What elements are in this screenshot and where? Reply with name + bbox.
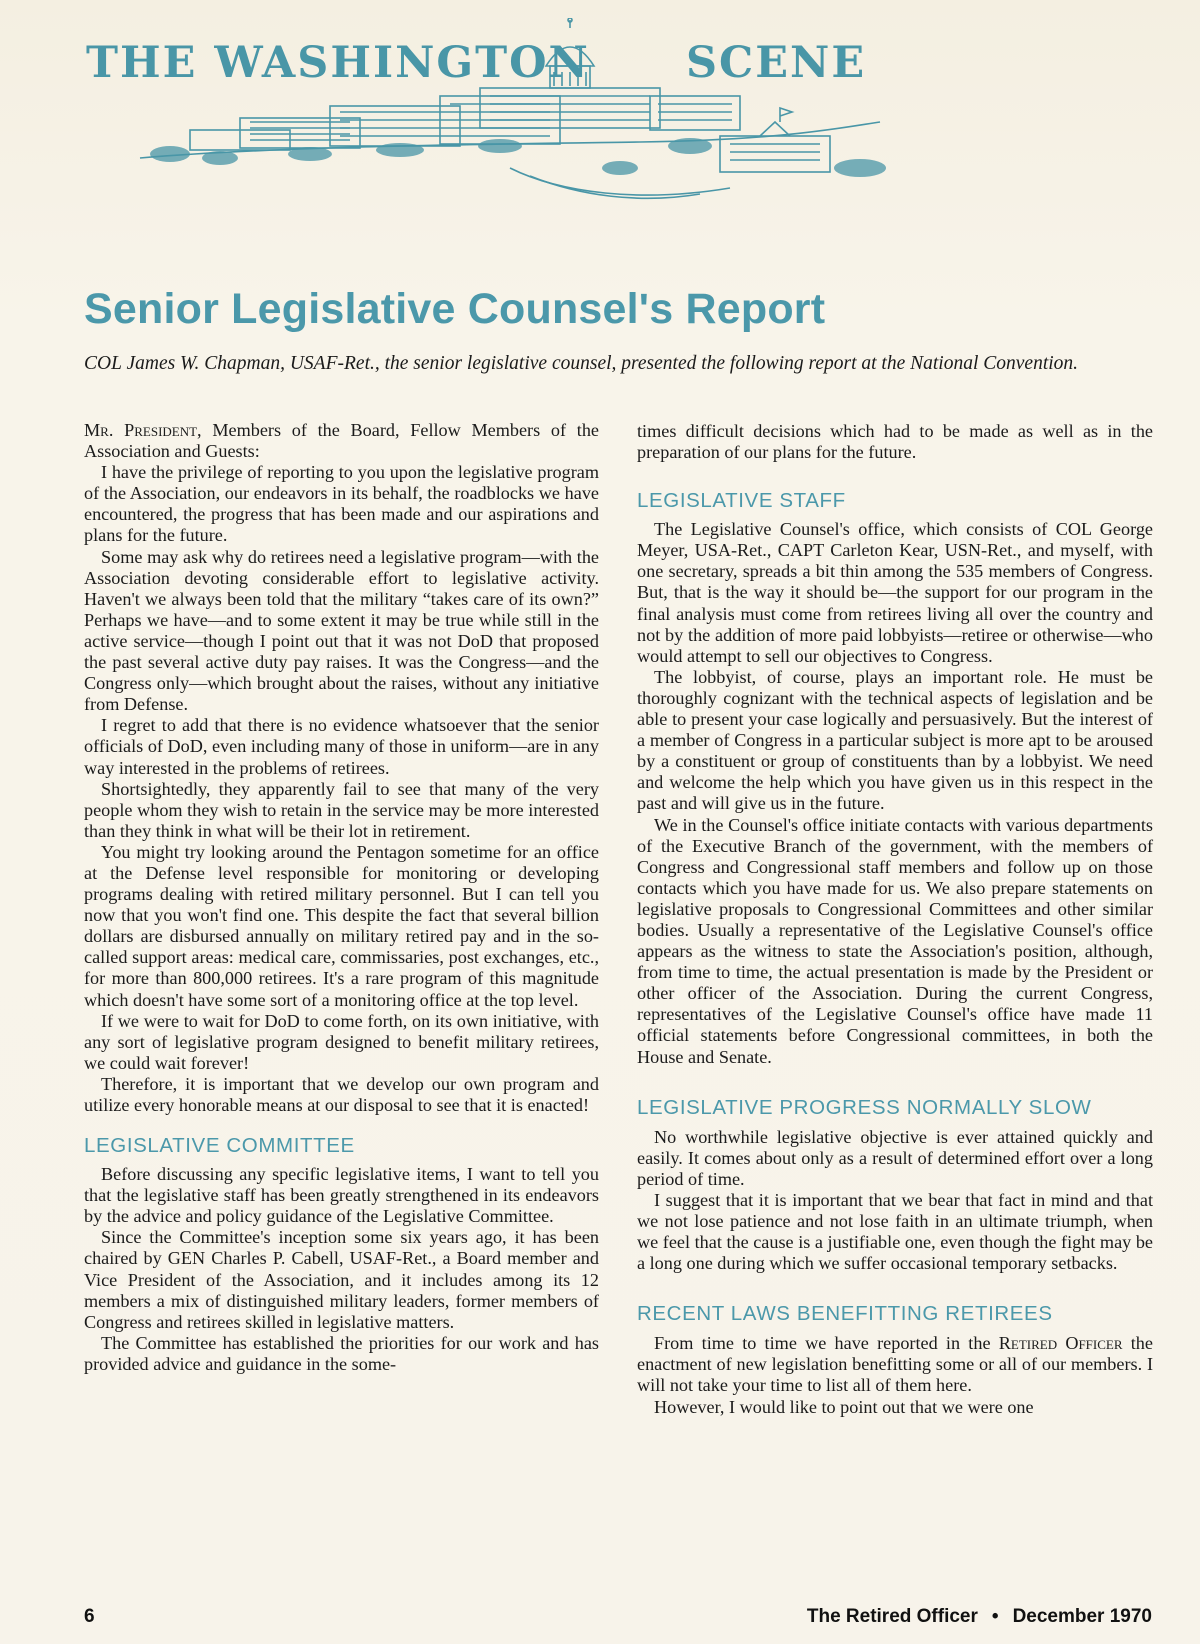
body-paragraph: No worthwhile legislative objective is ever attained quickly and easily. It comes about only as a result of determined effort over a long period of time. bbox=[637, 1126, 1153, 1189]
body-paragraph: Some may ask why do retirees need a legislative program—with the Association devoting considerable effort to legislative activity. Haven't we always been told that the military “takes care of its own?” Perhaps we have—and to some extent it may be true while still in the active service—though I point out that it was not DoD that proposed the past several active duty pay raises. It was the Congress—and the Congress only—which brought about the raises, without any initiative from Defense. bbox=[84, 546, 599, 715]
body-paragraph bbox=[637, 1333, 1153, 1396]
section-heading-laws: RECENT LAWS BENEFITTING RETIREES bbox=[637, 1302, 1053, 1326]
footer-publication-line bbox=[807, 1606, 1152, 1628]
left-column bbox=[84, 420, 599, 1375]
page-number: 6 bbox=[84, 1606, 95, 1627]
body-paragraph: I have the privilege of reporting to you upon the legislative program of the Association, our endeavors in its behalf, the roadblocks we have encountered, the progress that has been made and our aspirations and plans for the future. bbox=[84, 462, 599, 546]
continued-paragraph: times difficult decisions which had to be made as well as in the preparation of our plans for the future. bbox=[637, 421, 1153, 463]
footer-publication: The Retired Officer bbox=[806, 1606, 978, 1627]
body-paragraph: I suggest that it is important that we bear that fact in mind and that we not lose patience and not lose faith in an ultimate triumph, when we feel that the cause is a justifiable one, even though the fight may be a long one during which we suffer occasional temporary setbacks. bbox=[637, 1189, 1153, 1274]
article-intro: COL James W. Chapman, USAF-Ret., the senior legislative counsel, presented the following report at the National Convention. bbox=[84, 353, 1079, 374]
footer-separator: • bbox=[991, 1606, 999, 1627]
body-paragraph: Shortsightedly, they apparently fail to see that many of the very people whom they wish to retain in the service may be more interested than they think in what will be their lot in retirement. bbox=[84, 778, 599, 841]
body-paragraph: The Legislative Counsel's office, which consists of COL George Meyer, USA-Ret., CAPT Carleton Kear, USN-Ret., and myself, with one secretary, spreads a bit thin among the 535 members of Congress. But, that is the way it should be—the support for our program in the final analysis must come from retirees living all over the country and not by the addition of more paid lobbyists—retiree or otherwise—who would attempt to sell our objectives to Congress. bbox=[637, 519, 1153, 666]
section-heading-committee: LEGISLATIVE COMMITTEE bbox=[84, 1134, 355, 1158]
footer-date: December 1970 bbox=[1012, 1606, 1152, 1627]
body-paragraph: We in the Counsel's office initiate contacts with various departments of the Executive Branch of the government, with the members of Congress and Congressional staff members and follow up on those contacts which you have made for us. We also prepare statements on legislative proposals to Congressional Committees and other similar bodies. Usually a representative of the Legislative Counsel's office appears as the witness to state the Association's position, although, from time to time, the actual presentation is made by the President or other officer of the Association. During the current Congress, representatives of the Legislative Counsel's office have made 11 official statements before Congressional committees, in both the House and Senate. bbox=[637, 814, 1153, 1067]
laws-text-before: From time to time we have reported in the bbox=[654, 1333, 999, 1354]
masthead-title-left: THE WASHINGTON bbox=[86, 38, 590, 88]
section-heading-progress: LEGISLATIVE PROGRESS NORMALLY SLOW bbox=[637, 1095, 1092, 1119]
body-paragraph: Since the Committee's inception some six years ago, it has been chaired by GEN Charles P. Cabell, USAF-Ret., a Board member and Vice President of the Association, and it includes among its 12 members a mix of distinguished military leaders, former members of Congress and retirees skilled in legislative matters. bbox=[84, 1227, 599, 1332]
publication-name-caps: Retired Officer bbox=[998, 1333, 1123, 1354]
salutation-text: Members of the Board, Fellow Members of the Association and Guests: bbox=[84, 420, 599, 462]
masthead-title-right: SCENE bbox=[686, 38, 867, 88]
body-paragraph: The lobbyist, of course, plays an important role. He must be thoroughly cognizant with the technical aspects of legislation and be able to present your case logically and persuasively. But the interest of a member of Congress in a particular subject is more apt to be aroused by a constituent or group of constituents than by a lobbyist. We need and welcome the help which you have given us in this respect in the past and will give us in the future. bbox=[637, 666, 1153, 814]
body-paragraph: However, I would like to point out that we were one bbox=[654, 1396, 1034, 1417]
laws-text-after: the enactment of new legislation benefitting some or all of our members. I will not take your time to list all of them here. bbox=[637, 1333, 1153, 1396]
section-heading-staff: LEGISLATIVE STAFF bbox=[637, 489, 846, 513]
body-paragraph: Before discussing any specific legislative items, I want to tell you that the legislative staff has been greatly strengthened in its endeavors by the advice and policy guidance of the Legislative Committee. bbox=[84, 1164, 599, 1227]
masthead bbox=[80, 18, 920, 208]
right-column bbox=[637, 421, 1153, 1418]
body-paragraph: If we were to wait for DoD to come forth, on its own initiative, with any sort of legislative program designed to benefit military retirees, we could wait forever! bbox=[84, 1010, 599, 1073]
salutation-caps: Mr. President, bbox=[84, 420, 202, 440]
body-paragraph: The Committee has established the priorities for our work and has provided advice and guidance in the some- bbox=[84, 1332, 599, 1374]
body-paragraph: I regret to add that there is no evidence whatsoever that the senior officials of DoD, even including many of those in uniform—are in any way interested in the problems of retirees. bbox=[84, 715, 599, 778]
salutation-paragraph bbox=[84, 420, 599, 462]
body-paragraph: Therefore, it is important that we develop our own program and utilize every honorable means at our disposal to see that it is enacted! bbox=[84, 1073, 599, 1115]
body-paragraph: You might try looking around the Pentagon sometime for an office at the Defense level responsible for monitoring or developing programs dealing with retired military personnel. But I can tell you now that you won't find one. This despite the fact that several billion dollars are disbursed annually on military retired pay and in the so-called support areas: medical care, commissaries, post exchanges, etc., for more than 800,000 retirees. It's a rare program of this magnitude which doesn't have some sort of a monitoring office at the top level. bbox=[84, 841, 599, 1010]
article-title: Senior Legislative Counsel's Report bbox=[84, 285, 826, 333]
